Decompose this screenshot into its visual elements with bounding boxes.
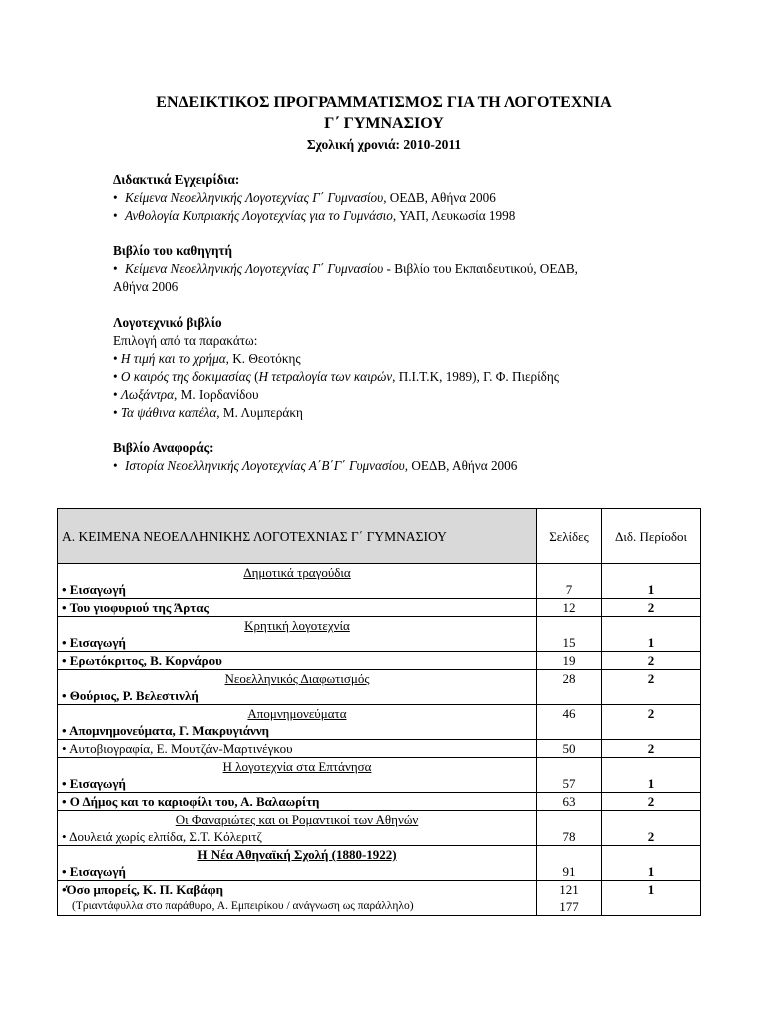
pages-value: 28 <box>562 671 576 686</box>
category-title: Οι Φαναριώτες και οι Ρομαντικοί των Αθηνών <box>175 812 419 827</box>
teacher-book-heading: Βιβλίο του καθηγητή <box>113 243 233 258</box>
lesson-cell <box>58 758 537 793</box>
pages-cell <box>537 617 602 652</box>
syllabus-table <box>57 508 701 916</box>
periods-value: 1 <box>647 776 655 791</box>
lesson-cell <box>58 740 537 758</box>
teacher-book-item: • Κείμενα Νεοελληνικής Λογοτεχνίας Γ΄ Γυμνασίου - Βιβλίο του Εκπαιδευτικού, ΟΕΔΒ, <box>113 261 578 276</box>
table-header-periods: Διδ. Περίοδοι <box>602 509 701 564</box>
periods-value: 1 <box>647 864 655 879</box>
periods-cell <box>602 758 701 793</box>
school-year: Σχολική χρονιά: 2010-2011 <box>306 137 462 152</box>
pages-cell <box>537 564 602 599</box>
periods-value: 2 <box>647 794 655 809</box>
lesson-note: (Τριαντάφυλλα στο παράθυρο, Α. Εμπειρίκου / ανάγνωση ως παράλληλο) <box>72 900 414 912</box>
category-title: Νεοελληνικός Διαφωτισμός <box>224 671 370 686</box>
periods-cell <box>602 705 701 740</box>
table-row <box>58 846 701 881</box>
literary-book-section <box>113 314 653 422</box>
table-row <box>58 705 701 740</box>
periods-value: 2 <box>647 706 655 721</box>
periods-cell <box>602 599 701 617</box>
periods-value: 1 <box>647 582 655 597</box>
reference-book-section <box>113 439 653 475</box>
pages-cell <box>537 793 602 811</box>
literary-book-item: • Η τιμή και το χρήμα, Κ. Θεοτόκης <box>113 351 301 366</box>
pages-cell <box>537 811 602 846</box>
table-row <box>58 564 701 599</box>
teacher-book-section <box>113 242 653 296</box>
table-row <box>58 740 701 758</box>
pages-cell <box>537 652 602 670</box>
spacer <box>606 564 696 581</box>
periods-cell <box>602 652 701 670</box>
category-title: Η Νέα Αθηναϊκή Σχολή (1880-1922) <box>197 847 397 862</box>
lesson-cell <box>58 564 537 599</box>
pages-value: 63 <box>562 794 576 809</box>
reference-book-heading: Βιβλίο Αναφοράς: <box>113 440 214 455</box>
lesson-cell <box>58 599 537 617</box>
pages-cell <box>537 670 602 705</box>
lesson-cell <box>58 652 537 670</box>
category-title: Δημοτικά τραγούδια <box>243 565 351 580</box>
spacer <box>541 758 597 775</box>
literary-book-item: • Τα ψάθινα καπέλα, Μ. Λυμπεράκη <box>113 405 303 420</box>
spacer <box>606 846 696 863</box>
periods-value: 2 <box>647 671 655 686</box>
table-row <box>58 811 701 846</box>
pages-value: 15 <box>562 635 576 650</box>
pages-cell <box>537 881 602 916</box>
literary-book-intro: Επιλογή από τα παρακάτω: <box>113 333 258 348</box>
pages-value: 121 <box>559 882 579 897</box>
lesson-title: • Εισαγωγή <box>62 635 126 650</box>
table-header-row <box>58 509 701 564</box>
teacher-book-item-cont: Αθήνα 2006 <box>113 279 179 294</box>
lesson-title: • Ερωτόκριτος, Β. Κορνάρου <box>62 653 222 668</box>
periods-value: 2 <box>647 653 655 668</box>
lesson-title: • Απομνημονεύματα, Γ. Μακρυγιάννη <box>62 723 270 738</box>
spacer <box>606 811 696 828</box>
periods-cell <box>602 740 701 758</box>
table-row <box>58 758 701 793</box>
literary-book-item: • Λωξάντρα, Μ. Ιορδανίδου <box>113 387 259 402</box>
periods-cell <box>602 846 701 881</box>
table-header-pages: Σελίδες <box>537 509 602 564</box>
textbook-item: • Ανθολογία Κυπριακής Λογοτεχνίας για το Γυμνάσιο, ΥΑΠ, Λευκωσία 1998 <box>113 208 516 223</box>
table-row <box>58 881 701 916</box>
spacer <box>541 617 597 634</box>
lesson-title: • Θούριος, Ρ. Βελεστινλή <box>62 688 199 703</box>
literary-book-heading: Λογοτεχνικό βιβλίο <box>113 315 222 330</box>
periods-cell <box>602 617 701 652</box>
periods-value: 2 <box>647 829 655 844</box>
table-row <box>58 599 701 617</box>
textbooks-section <box>113 171 653 225</box>
pages-value: 50 <box>562 741 576 756</box>
table-header-main: Α. ΚΕΙΜΕΝΑ ΝΕΟΕΛΛΗΝΙΚΗΣ ΛΟΓΟΤΕΧΝΙΑΣ Γ΄ ΓΥΜΝΑΣΙΟΥ <box>58 509 537 564</box>
lesson-cell <box>58 670 537 705</box>
document-title-line2: Γ΄ ΓΥΜΝΑΣΙΟΥ <box>324 115 444 132</box>
pages-value: 57 <box>562 776 576 791</box>
lesson-title: • Αυτοβιογραφία, Ε. Μουτζάν-Μαρτινέγκου <box>62 741 293 756</box>
periods-value: 1 <box>647 635 655 650</box>
table-row <box>58 617 701 652</box>
table-row <box>58 652 701 670</box>
textbooks-heading: Διδακτικά Εγχειρίδια: <box>113 172 240 187</box>
periods-value: 1 <box>647 882 655 897</box>
lesson-cell <box>58 793 537 811</box>
periods-cell <box>602 670 701 705</box>
lesson-cell <box>58 811 537 846</box>
periods-cell <box>602 811 701 846</box>
table-row <box>58 670 701 705</box>
periods-cell <box>602 793 701 811</box>
pages-cell <box>537 758 602 793</box>
lesson-cell <box>58 846 537 881</box>
spacer <box>606 617 696 634</box>
pages-cell <box>537 705 602 740</box>
category-title: Απομνημονεύματα <box>247 706 347 721</box>
pages-value: 46 <box>562 706 576 721</box>
lesson-title: • Εισαγωγή <box>62 776 126 791</box>
category-title: Κρητική λογοτεχνία <box>244 618 350 633</box>
periods-value: 2 <box>647 741 655 756</box>
table-row <box>58 793 701 811</box>
pages-value: 19 <box>562 653 576 668</box>
reference-book-item: • Ιστορία Νεοελληνικής Λογοτεχνίας Α΄Β΄Γ΄ Γυμνασίου, ΟΕΔΒ, Αθήνα 2006 <box>113 458 518 473</box>
pages-value-note: 177 <box>559 899 579 914</box>
lesson-title: •Όσο μπορείς, Κ. Π. Καβάφη <box>62 882 223 897</box>
spacer <box>541 564 597 581</box>
literary-book-item: • Ο καιρός της δοκιμασίας (Η τετραλογία των καιρών, Π.Ι.Τ.Κ, 1989), Γ. Φ. Πιερίδης <box>113 369 560 384</box>
document-title-line1: ΕΝΔΕΙΚΤΙΚΟΣ ΠΡΟΓΡΑΜΜΑΤΙΣΜΟΣ ΓΙΑ ΤΗ ΛΟΓΟΤΕΧΝΙΑ <box>156 94 612 111</box>
pages-value: 78 <box>562 829 576 844</box>
category-title: Η λογοτεχνία στα Επτάνησα <box>222 759 372 774</box>
lesson-title: • Του γιοφυριού της Άρτας <box>62 600 209 615</box>
periods-cell <box>602 564 701 599</box>
spacer <box>606 758 696 775</box>
pages-value: 91 <box>562 864 576 879</box>
periods-value: 2 <box>647 600 655 615</box>
lesson-title: • Ο Δήμος και το καριοφίλι του, Α. Βαλαωρίτη <box>62 794 320 809</box>
lesson-title: • Δουλειά χωρίς ελπίδα, Σ.Τ. Κόλεριτζ <box>62 829 262 844</box>
pages-cell <box>537 846 602 881</box>
periods-cell <box>602 881 701 916</box>
pages-value: 7 <box>565 582 573 597</box>
pages-cell <box>537 740 602 758</box>
lesson-cell <box>58 705 537 740</box>
lesson-title: • Εισαγωγή <box>62 582 126 597</box>
lesson-title: • Εισαγωγή <box>62 864 126 879</box>
spacer <box>541 811 597 828</box>
pages-cell <box>537 599 602 617</box>
spacer <box>541 846 597 863</box>
lesson-cell <box>58 881 537 916</box>
pages-value: 12 <box>562 600 576 615</box>
lesson-cell <box>58 617 537 652</box>
textbook-item: • Κείμενα Νεοελληνικής Λογοτεχνίας Γ΄ Γυμνασίου, ΟΕΔΒ, Αθήνα 2006 <box>113 190 496 205</box>
